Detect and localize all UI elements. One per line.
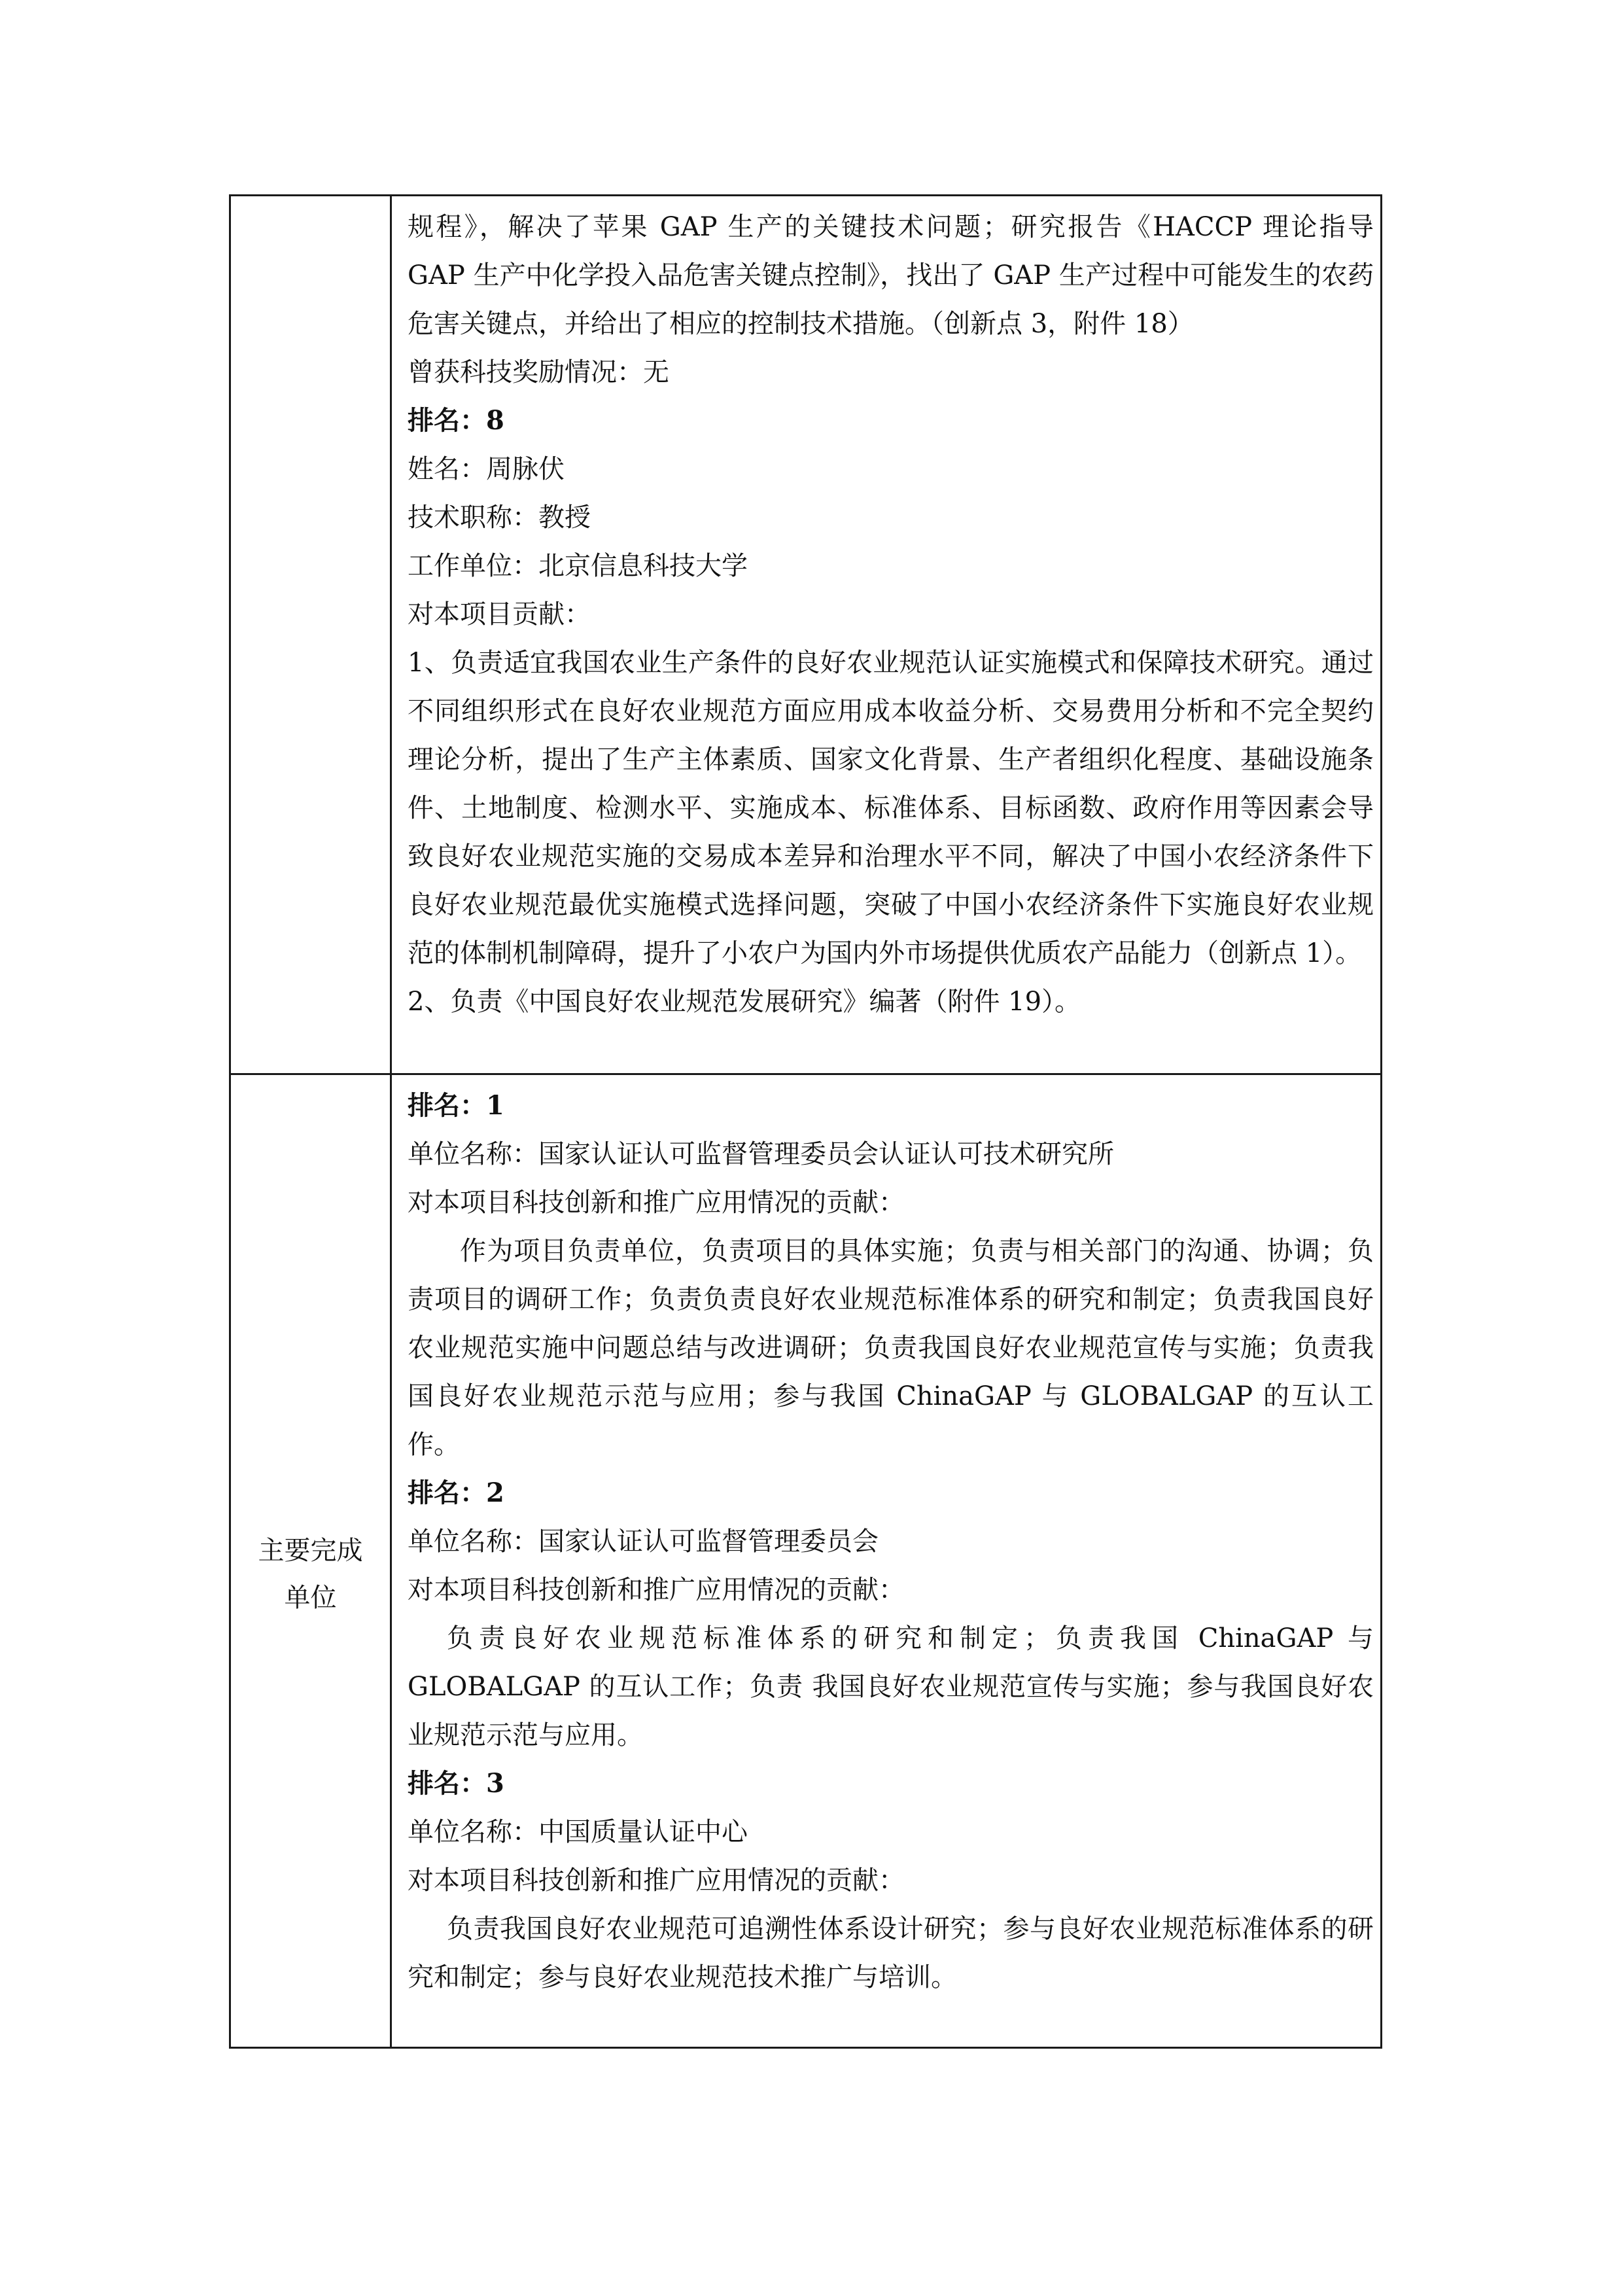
units-label-line2: 单位 [284,1582,337,1613]
award-line: 曾获科技奖励情况：无 [408,357,669,387]
unit-contribution: 作为项目负责单位，负责项目的具体实施；负责与相关部门的沟通、协调；负责项目的调研工作；负责负责良好农业规范标准体系的研究和制定；负责我国良好农业规范实施中问题总结与改进调研；负责我国良好农业规范宣传与实施；负责我国良好农业规范示范与应用；参与我国 ChinaGAP 与 GLOBALGAP 的互认工作。 [408,1236,1374,1460]
label-cell-empty [230,196,391,1074]
person-rank: 排名：8 [408,405,504,436]
unit-rank: 排名：1 [408,1090,504,1121]
content-cell-units [391,1074,1382,2048]
unit-contribution: 负责我国良好农业规范可追溯性体系设计研究；参与良好农业规范标准体系的研究和制定；参与良好农业规范技术推广与培训。 [408,1914,1374,1992]
unit-contribution-label: 对本项目科技创新和推广应用情况的贡献： [408,1188,905,1218]
document-table [229,194,1382,2049]
person-contribution-2: 2、负责《中国良好农业规范发展研究》编著（附件 19）。 [408,987,1081,1017]
label-cell-units [230,1074,391,2048]
person-unit: 工作单位：北京信息科技大学 [408,551,748,581]
unit-contribution-label: 对本项目科技创新和推广应用情况的贡献： [408,1575,905,1605]
units-label-line1: 主要完成 [258,1535,363,1566]
table-row-personnel [230,196,1382,1074]
continuation-text: 规程》，解决了苹果 GAP 生产的关键技术问题；研究报告《HACCP 理论指导 GAP 生产中化学投入品危害关键点控制》，找出了 GAP 生产过程中可能发生的农药危害关键点，并给出了相应的控制技术措施。（创新点 3，附件 18） [408,212,1374,339]
content-cell-personnel [391,196,1382,1074]
unit-name: 单位名称：国家认证认可监督管理委员会 [408,1527,879,1557]
unit-name: 单位名称：国家认证认可监督管理委员会认证认可技术研究所 [408,1139,1114,1169]
unit-rank: 排名：3 [408,1768,504,1799]
unit-contribution-label: 对本项目科技创新和推广应用情况的贡献： [408,1865,905,1896]
unit-contribution: 负责良好农业规范标准体系的研究和制定；负责我国 ChinaGAP 与 GLOBALGAP 的互认工作；负责 我国良好农业规范宣传与实施；参与我国良好农业规范示范与应用。 [408,1623,1374,1750]
table-row-units [230,1074,1382,2048]
person-name: 姓名：周脉伏 [408,454,565,484]
person-contribution-label: 对本项目贡献： [408,599,591,629]
person-contribution-1: 1、负责适宜我国农业生产条件的良好农业规范认证实施模式和保障技术研究。通过不同组织形式在良好农业规范方面应用成本收益分析、交易费用分析和不完全契约理论分析，提出了生产主体素质、国家文化背景、生产者组织化程度、基础设施条件、土地制度、检测水平、实施成本、标准体系、目标函数、政府作用等因素会导致良好农业规范实施的交易成本差异和治理水平不同，解决了中国小农经济条件下良好农业规范最优实施模式选择问题，突破了中国小农经济条件下实施良好农业规范的体制机制障碍，提升了小农户为国内外市场提供优质农产品能力（创新点 1）。 [408,648,1374,968]
unit-rank: 排名：2 [408,1477,504,1508]
person-title: 技术职称：教授 [408,503,591,533]
unit-name: 单位名称：中国质量认证中心 [408,1817,748,1847]
